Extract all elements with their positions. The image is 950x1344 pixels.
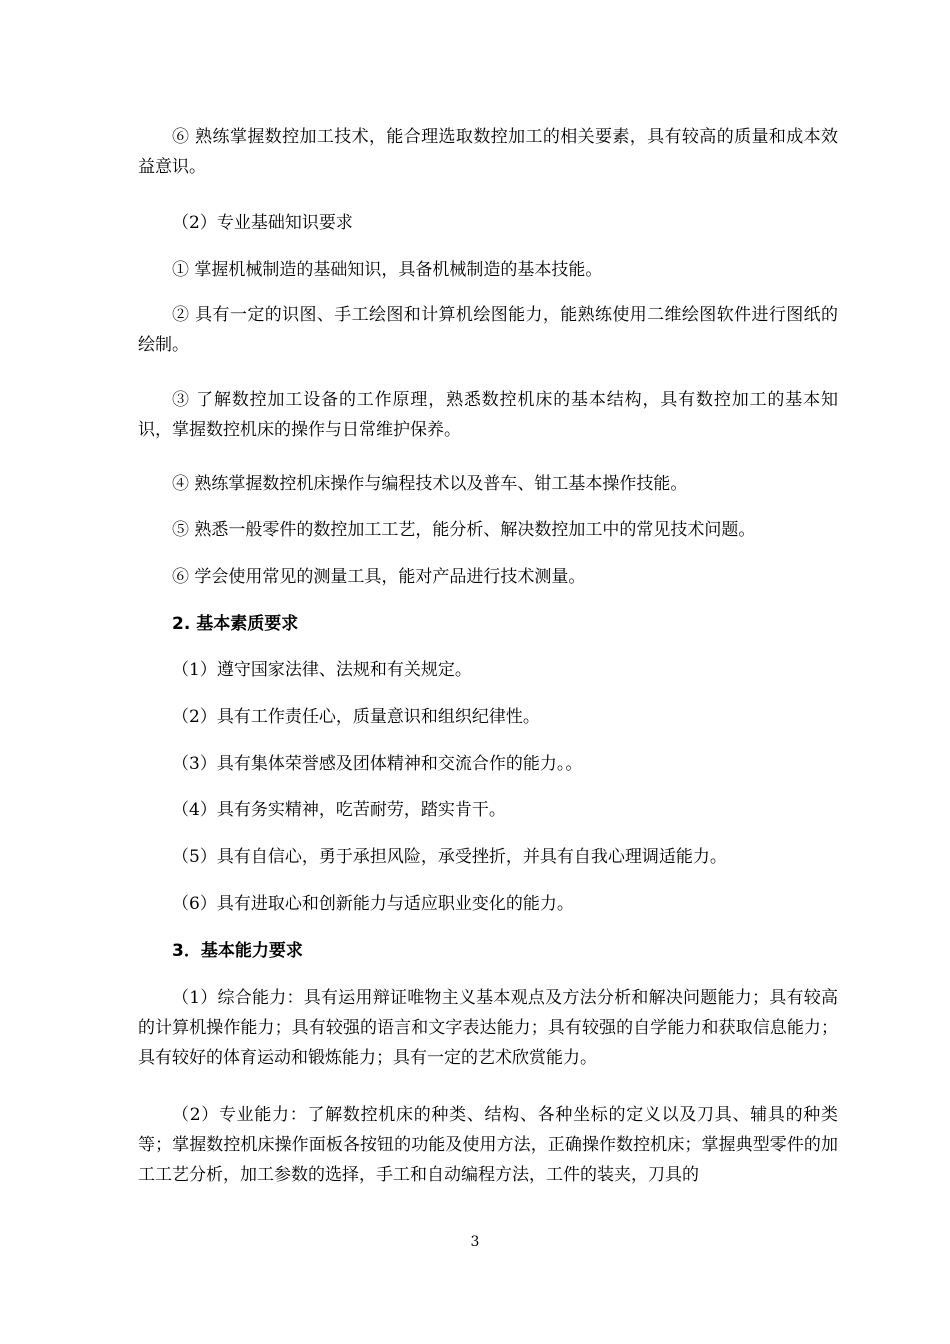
section-heading-ability: 3．基本能力要求 (172, 941, 303, 961)
paragraph-ability-2: （2）专业能力：了解数控机床的种类、结构、各种坐标的定义以及刀具、辅具的种类等；掌握数控机床操作面板各按钮的功能及使用方法，正确操作数控机床；掌握典型零件的加工工艺分析，加工参数的选择，手工和自动编程方法，工件的装夹，刀具的 (138, 1105, 838, 1185)
subheading-basic-knowledge: （2）专业基础知识要求 (172, 213, 353, 233)
paragraph-knowledge-1: ① 掌握机械制造的基础知识，具备机械制造的基本技能。 (172, 260, 603, 280)
paragraph-quality-4: （4）具有务实精神，吃苦耐劳，踏实肯干。 (172, 800, 506, 820)
paragraph-knowledge-5: ⑤ 熟悉一般零件的数控加工工艺，能分析、解决数控加工中的常见技术问题。 (172, 520, 756, 540)
paragraph-ability-1: （1）综合能力：具有运用辩证唯物主义基本观点及方法分析和解决问题能力；具有较高的计算机操作能力；具有较强的语言和文字表达能力；具有较强的自学能力和获取信息能力；具有较好的体育运动和锻炼能力；具有一定的艺术欣赏能力。 (138, 988, 838, 1068)
paragraph-quality-3: （3）具有集体荣誉感及团体精神和交流合作的能力。。 (172, 754, 583, 774)
paragraph-skill-6: ⑥ 熟练掌握数控加工技术，能合理选取数控加工的相关要素，具有较高的质量和成本效益意识。 (138, 127, 838, 177)
paragraph-quality-2: （2）具有工作责任心，质量意识和组织纪律性。 (172, 707, 540, 727)
paragraph-knowledge-3: ③ 了解数控加工设备的工作原理，熟悉数控机床的基本结构，具有数控加工的基本知识，掌握数控机床的操作与日常维护保养。 (138, 390, 838, 440)
paragraph-knowledge-2: ② 具有一定的识图、手工绘图和计算机绘图能力，能熟练使用二维绘图软件进行图纸的绘制。 (138, 305, 838, 355)
paragraph-quality-1: （1）遵守国家法律、法规和有关规定。 (172, 660, 472, 680)
section-heading-quality: 2. 基本素质要求 (172, 614, 299, 634)
page-number: 3 (470, 1234, 480, 1250)
paragraph-knowledge-4: ④ 熟练掌握数控机床操作与编程技术以及普车、钳工基本操作技能。 (172, 474, 688, 494)
paragraph-quality-6: （6）具有进取心和创新能力与适应职业变化的能力。 (172, 894, 574, 914)
paragraph-quality-5: （5）具有自信心，勇于承担风险，承受挫折，并具有自我心理调适能力。 (172, 847, 727, 867)
paragraph-knowledge-6: ⑥ 学会使用常见的测量工具，能对产品进行技术测量。 (172, 567, 586, 587)
